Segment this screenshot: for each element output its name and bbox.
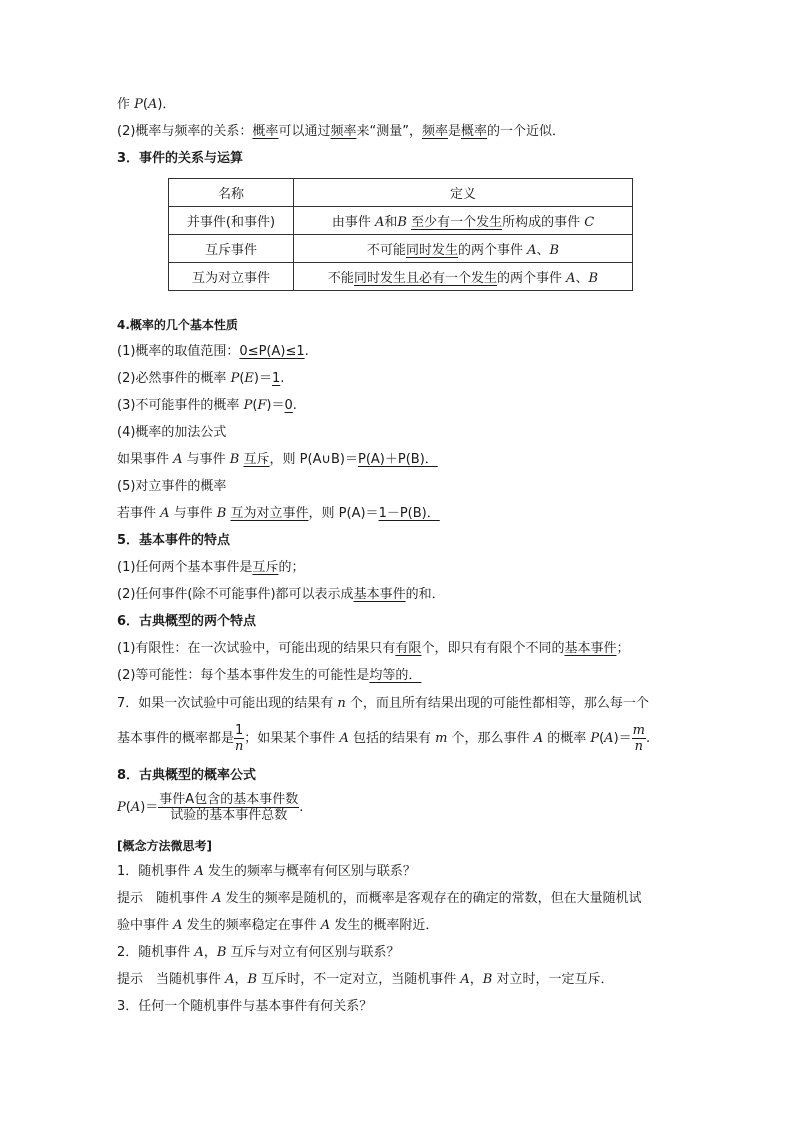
- table-cell-definition: 由事件 A和B 至少有一个发生所构成的事件 C: [294, 207, 633, 235]
- table-cell-definition: 不能同时发生且必有一个发生的两个事件 A、B: [294, 263, 633, 291]
- text-line: (1)概率的取值范围：0≤P(A)≤1.: [117, 344, 309, 359]
- question-line: 2．随机事件 A，B 互斥与对立有何区别与联系？: [117, 945, 400, 960]
- text-line: (2)概率与频率的关系：概率可以通过频率来“测量”，频率是概率的一个近似．: [117, 124, 566, 139]
- fraction: $\frac{\text{事件A包含的基本事件数}}{\text{试验的基本事件总数}}$: [159, 792, 299, 823]
- question-line: 1．随机事件 A 发生的频率与概率有何区别与联系？: [117, 864, 416, 879]
- section-heading: 4.概率的几个基本性质: [117, 318, 238, 332]
- table-header-cell: 名称: [169, 179, 294, 207]
- text-line: 如果事件 A 与事件 B 互斥，则 P(A∪B)＝P(A)＋P(B)．: [117, 452, 438, 467]
- section-heading: 5．基本事件的特点: [117, 533, 231, 548]
- table-cell-name: 并事件(和事件): [169, 207, 294, 235]
- text-line: 作 P(A)．: [117, 97, 176, 112]
- text-line: 若事件 A 与事件 B 互为对立事件，则 P(A)＝1－P(B)．: [117, 506, 440, 521]
- section-heading: 6．古典概型的两个特点: [117, 614, 257, 629]
- fraction: $\frac{m}{n}$: [632, 723, 645, 754]
- table-header-row: [169, 179, 633, 207]
- text-line: (2)等可能性：每个基本事件发生的可能性是均等的．: [117, 668, 422, 683]
- answer-line: 验中事件 A 发生的频率稳定在事件 A 发生的概率附近．: [117, 918, 439, 933]
- table-row: [169, 207, 633, 235]
- text-line: (2)任何事件(除不可能事件)都可以表示成基本事件的和．: [117, 587, 445, 602]
- text-line: (4)概率的加法公式: [117, 425, 227, 440]
- section-heading: 8．古典概型的概率公式: [117, 768, 257, 783]
- table-cell-name: 互为对立事件: [169, 263, 294, 291]
- fraction: $\frac{1}{n}$: [234, 723, 244, 754]
- section-heading: 3．事件的关系与运算: [117, 151, 244, 166]
- answer-line: 提示 当随机事件 A，B 互斥时，不一定对立，当随机事件 A，B 对立时，一定互斥．: [117, 972, 614, 987]
- table-header-cell: 定义: [294, 179, 633, 207]
- event-relations-table: [168, 178, 633, 291]
- text-line: (1)任何两个基本事件是互斥的；: [117, 560, 305, 575]
- table-cell-name: 互斥事件: [169, 235, 294, 263]
- text-line: (3)不可能事件的概率 P(F)＝0.: [117, 398, 297, 413]
- table-row: [169, 263, 633, 291]
- text-line: (2)必然事件的概率 P(E)＝1.: [117, 371, 285, 386]
- probability-formula: P(A)＝ $\frac{\text{事件A包含的基本事件数}}{\text{试验的基本事件总数}}$ .: [117, 792, 304, 823]
- question-line: 3．任何一个随机事件与基本事件有何关系？: [117, 999, 373, 1014]
- table-row: [169, 235, 633, 263]
- text-line: (1)有限性：在一次试验中，可能出现的结果只有有限个，即只有有限个不同的基本事件；: [117, 641, 630, 656]
- section-heading: [概念方法微思考]: [117, 839, 212, 853]
- text-line: (5)对立事件的概率: [117, 479, 227, 494]
- answer-line: 提示 随机事件 A 发生的频率是随机的，而概率是客观存在的确定的常数，但在大量随机试: [117, 891, 642, 906]
- text-line: 基本事件的概率都是 $\frac{1}{n}$ ；如果某个事件 A 包括的结果有 m 个，那么事件 A 的概率 P(A)＝ $\frac{m}{n}$ .: [117, 723, 651, 754]
- table-cell-definition: 不可能同时发生的两个事件 A、B: [294, 235, 633, 263]
- text-line: 7．如果一次试验中可能出现的结果有 n 个，而且所有结果出现的可能性都相等，那么每一个: [117, 696, 649, 711]
